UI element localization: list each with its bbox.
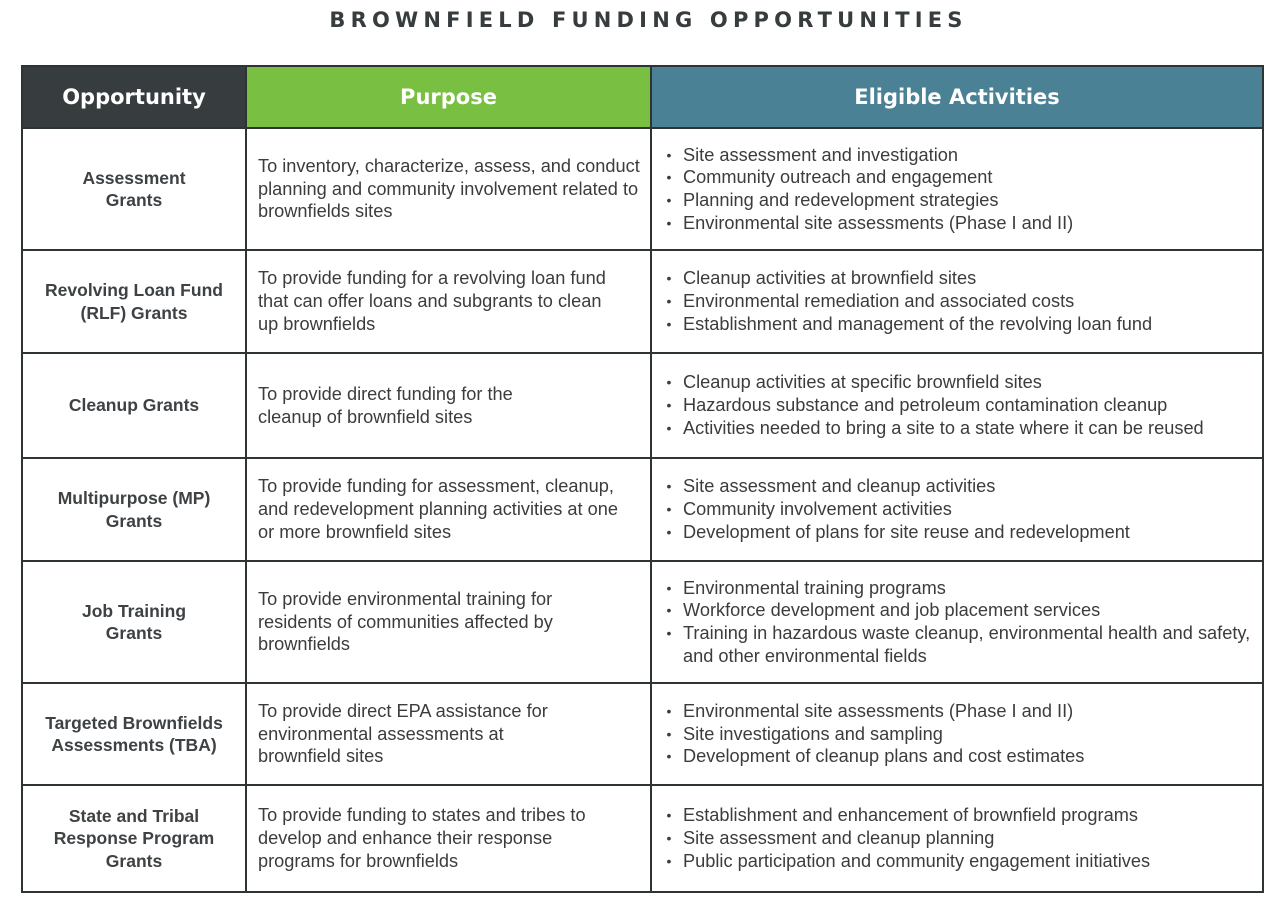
list-item (663, 498, 1252, 521)
bullet-icon: • (666, 293, 672, 310)
activity-text: Environmental training programs (683, 577, 946, 598)
activities-list (663, 475, 1252, 543)
bullet-icon: • (666, 270, 672, 287)
bullet-icon: • (666, 501, 672, 518)
list-item (663, 212, 1252, 235)
list-item (663, 599, 1252, 622)
list-item (663, 700, 1252, 723)
purpose-text: To provide direct EPA assistance for environmental assessments at brownfield sites (258, 700, 548, 767)
table-row (22, 785, 1263, 892)
list-item (663, 475, 1252, 498)
table-row (22, 250, 1263, 353)
activity-text: Cleanup activities at specific brownfield sites (683, 372, 1042, 393)
activity-text: Cleanup activities at brownfield sites (683, 268, 977, 289)
table-row (22, 458, 1263, 561)
activity-text: Hazardous substance and petroleum contamination cleanup (683, 395, 1168, 416)
activities-cell (651, 458, 1263, 561)
purpose-text: To provide funding for a revolving loan fund that can offer loans and subgrants to clean up brownfields (258, 268, 606, 334)
activity-text: Environmental site assessments (Phase I and II) (683, 212, 1074, 233)
list-item (663, 189, 1252, 212)
list-item (663, 850, 1252, 873)
list-item (663, 290, 1252, 313)
activities-cell (651, 683, 1263, 785)
purpose-text: To provide funding to states and tribes to develop and enhance their response programs for brownfields (258, 805, 586, 871)
header-purpose: Purpose (246, 66, 651, 128)
opportunity-cell (22, 250, 246, 353)
purpose-cell (246, 250, 651, 353)
table-row (22, 561, 1263, 683)
activity-text: Site assessment and cleanup planning (683, 828, 995, 849)
activity-text: Site assessment and cleanup activities (683, 476, 996, 497)
purpose-cell: To inventory, characterize, assess, and conduct planning and community involvement related to brownfields sites (246, 128, 651, 250)
list-item (663, 521, 1252, 544)
activities-cell (651, 250, 1263, 353)
activity-text: Environmental remediation and associated costs (683, 291, 1075, 312)
activity-text: Environmental site assessments (Phase I and II) (683, 700, 1074, 721)
table-header-row (22, 66, 1263, 128)
activities-list (663, 577, 1252, 668)
bullet-icon: • (666, 725, 672, 742)
purpose-text: To provide funding for assessment, cleanup, and redevelopment planning activities at one or more brownfield sites (258, 476, 618, 542)
bullet-icon: • (666, 315, 672, 332)
table-row (22, 683, 1263, 785)
page-title: BROWNFIELD FUNDING OPPORTUNITIES (329, 8, 968, 32)
bullet-icon: • (666, 192, 672, 208)
opportunity-name: Revolving Loan Fund (RLF) Grants (45, 280, 223, 323)
bullet-icon: • (666, 397, 672, 414)
bullet-icon: • (666, 625, 672, 641)
activity-text: Workforce development and job placement services (683, 600, 1101, 621)
bullet-icon: • (666, 374, 672, 391)
list-item (663, 827, 1252, 850)
activities-list (663, 371, 1252, 439)
purpose-cell (246, 785, 651, 892)
bullet-icon: • (666, 852, 672, 869)
activity-text: Site investigations and sampling (683, 723, 943, 744)
bullet-icon: • (666, 602, 672, 619)
bullet-icon: • (666, 169, 672, 186)
bullet-icon: • (666, 523, 672, 540)
purpose-text: To provide direct funding for the cleanup of brownfield sites (258, 383, 513, 427)
activities-list (663, 144, 1252, 235)
activity-text: Establishment and enhancement of brownfield programs (683, 805, 1138, 826)
activity-text: Activities needed to bring a site to a state where it can be reused (683, 417, 1204, 438)
activities-cell (651, 353, 1263, 458)
opportunity-name: Targeted Brownfields Assessments (TBA) (45, 712, 223, 755)
activities-list (663, 804, 1252, 872)
bullet-icon: • (666, 748, 672, 765)
funding-table (21, 65, 1264, 893)
opportunity-name: Job Training Grants (81, 600, 187, 643)
list-item (663, 622, 1252, 667)
bullet-icon: • (666, 579, 672, 596)
table-row (22, 353, 1263, 458)
header-opportunity: Opportunity (22, 66, 246, 128)
activities-list (663, 700, 1252, 768)
opportunity-name: Assessment Grants (82, 167, 186, 210)
activity-text: Development of plans for site reuse and redevelopment (683, 521, 1130, 542)
activity-text: Community outreach and engagement (683, 167, 993, 188)
opportunity-cell (22, 561, 246, 683)
bullet-icon: • (666, 146, 672, 163)
activity-text: Community involvement activities (683, 499, 952, 520)
activity-text: Training in hazardous waste cleanup, environmental health and safety, and other environmental fields (683, 623, 1251, 666)
activities-list (663, 267, 1252, 335)
opportunity-cell: Cleanup Grants (22, 353, 246, 458)
header-eligible-activities: Eligible Activities (651, 66, 1263, 128)
list-item (663, 371, 1252, 394)
list-item (663, 144, 1252, 167)
activities-cell (651, 785, 1263, 892)
activity-text: Planning and redevelopment strategies (683, 190, 999, 210)
purpose-text: To provide environmental training for residents of communities affected by brownfields (258, 588, 553, 655)
list-item (663, 804, 1252, 827)
list-item (663, 267, 1252, 290)
opportunity-cell (22, 458, 246, 561)
opportunity-name: State and Tribal Response Program Grants (53, 805, 215, 871)
bullet-icon: • (666, 214, 672, 231)
activities-cell (651, 128, 1263, 250)
activity-text: Development of cleanup plans and cost estimates (683, 746, 1085, 767)
purpose-cell (246, 353, 651, 458)
opportunity-name: Multipurpose (MP) Grants (57, 488, 211, 531)
list-item (663, 394, 1252, 417)
bullet-icon: • (666, 702, 672, 719)
purpose-cell (246, 561, 651, 683)
activity-text: Site assessment and investigation (683, 144, 958, 165)
list-item (663, 417, 1252, 440)
list-item (663, 577, 1252, 600)
list-item (663, 166, 1252, 189)
activity-text: Public participation and community engagement initiatives (683, 850, 1151, 871)
bullet-icon: • (666, 830, 672, 847)
opportunity-cell (22, 785, 246, 892)
bullet-icon: • (666, 419, 672, 436)
table-row (22, 128, 1263, 250)
bullet-icon: • (666, 478, 672, 495)
purpose-cell (246, 458, 651, 561)
list-item (663, 723, 1252, 746)
list-item (663, 745, 1252, 768)
opportunity-cell (22, 128, 246, 250)
purpose-cell (246, 683, 651, 785)
activity-text: Establishment and management of the revolving loan fund (683, 313, 1153, 334)
activities-cell (651, 561, 1263, 683)
list-item (663, 313, 1252, 336)
opportunity-cell (22, 683, 246, 785)
bullet-icon: • (666, 807, 672, 824)
